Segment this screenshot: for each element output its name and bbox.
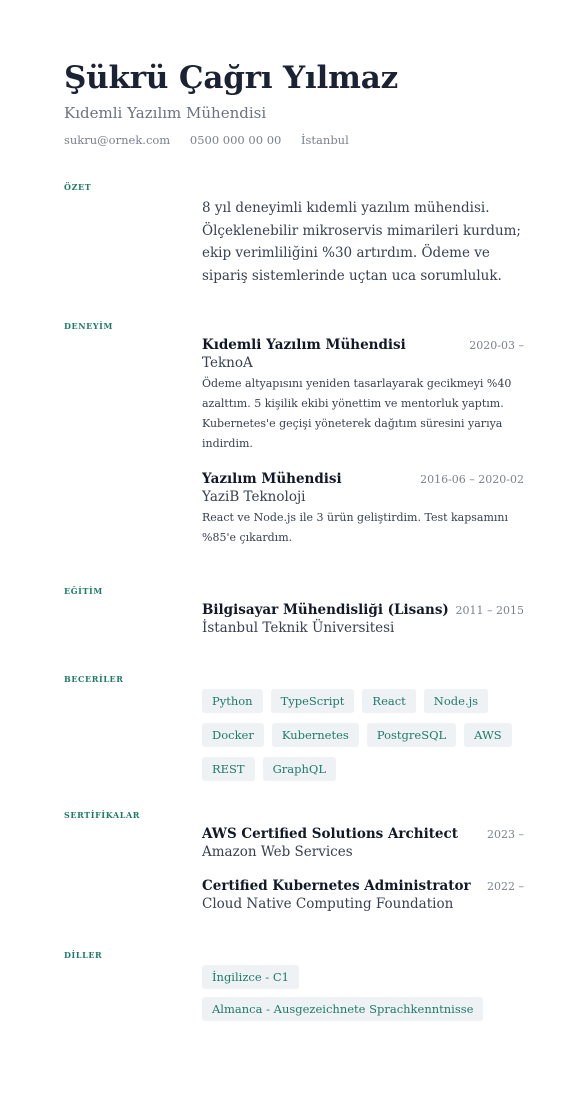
phone-text: 0500 000 00 00: [189, 133, 282, 147]
experience-item: [202, 471, 524, 548]
person-name: Şükrü Çağrı Yılmaz: [64, 60, 398, 96]
job-title: Kıdemli Yazılım Mühendisi: [64, 104, 267, 122]
experience-company: YaziB Teknoloji: [202, 489, 306, 505]
certification-issuer: Amazon Web Services: [202, 844, 353, 860]
skill-chip: Docker: [202, 723, 264, 747]
summary-text: 8 yıl deneyimli kıdemli yazılım mühendisi. Ölçeklenebilir mikroservis mimarileri kurdum; ekip verimliliğini %30 artırdım. Ödeme ve sipariş sistemlerinde uçtan uca sorumluluk.: [202, 200, 521, 285]
experience-title: Yazılım Mühendisi: [202, 471, 342, 487]
skill-chip: TypeScript: [271, 689, 355, 713]
experience-date: 2016-06 – 2020-02: [420, 473, 524, 486]
education-date: 2011 – 2015: [455, 604, 524, 617]
skill-chip: Kubernetes: [272, 723, 359, 747]
skill-chip: AWS: [464, 723, 512, 747]
experience-description: Ödeme altyapısını yeniden tasarlayarak gecikmeyi %40 azalttım. 5 kişilik ekibi yönettim ve mentorluk yaptım. Kubernetes'e geçişi yöneterek dağıtım süresini yarıya indirdim.: [202, 377, 512, 450]
certification-title: Certified Kubernetes Administrator: [202, 878, 471, 894]
skill-chip: Python: [202, 689, 263, 713]
certification-date: 2023 –: [487, 828, 524, 841]
education-item: [202, 602, 524, 636]
certification-item: [202, 878, 524, 912]
skills-list: [202, 689, 524, 781]
experience-company: TeknoA: [202, 355, 253, 371]
certification-item: [202, 826, 524, 860]
certification-title: AWS Certified Solutions Architect: [202, 826, 458, 842]
experience-item: [202, 337, 524, 454]
education-school: İstanbul Teknik Üniversitesi: [202, 620, 395, 636]
section-label-education: EĞİTİM: [64, 586, 103, 596]
certification-date: 2022 –: [487, 880, 524, 893]
section-label-skills: BECERİLER: [64, 674, 124, 684]
languages-list: [202, 965, 524, 1021]
section-label-summary: ÖZET: [64, 182, 92, 192]
certification-issuer: Cloud Native Computing Foundation: [202, 896, 454, 912]
skill-chip: Node.js: [424, 689, 488, 713]
education-degree: Bilgisayar Mühendisliği (Lisans): [202, 602, 449, 618]
language-chip: İngilizce - C1: [202, 965, 299, 989]
contact-line: [64, 133, 365, 147]
experience-title: Kıdemli Yazılım Mühendisi: [202, 337, 406, 353]
section-label-experience: DENEYİM: [64, 321, 113, 331]
location-text: İstanbul: [300, 133, 349, 147]
experience-date: 2020-03 –: [469, 339, 524, 352]
section-label-languages: DİLLER: [64, 950, 103, 960]
section-label-certifications: SERTİFİKALAR: [64, 810, 141, 820]
language-chip: Almanca - Ausgezeichnete Sprachkenntnisse: [202, 997, 483, 1021]
skill-chip: REST: [202, 757, 255, 781]
skill-chip: GraphQL: [263, 757, 336, 781]
email-text: sukru@ornek.com: [64, 133, 171, 147]
skill-chip: React: [362, 689, 415, 713]
experience-description: React ve Node.js ile 3 ürün geliştirdim. Test kapsamını %85'e çıkardım.: [202, 511, 509, 544]
skill-chip: PostgreSQL: [367, 723, 456, 747]
